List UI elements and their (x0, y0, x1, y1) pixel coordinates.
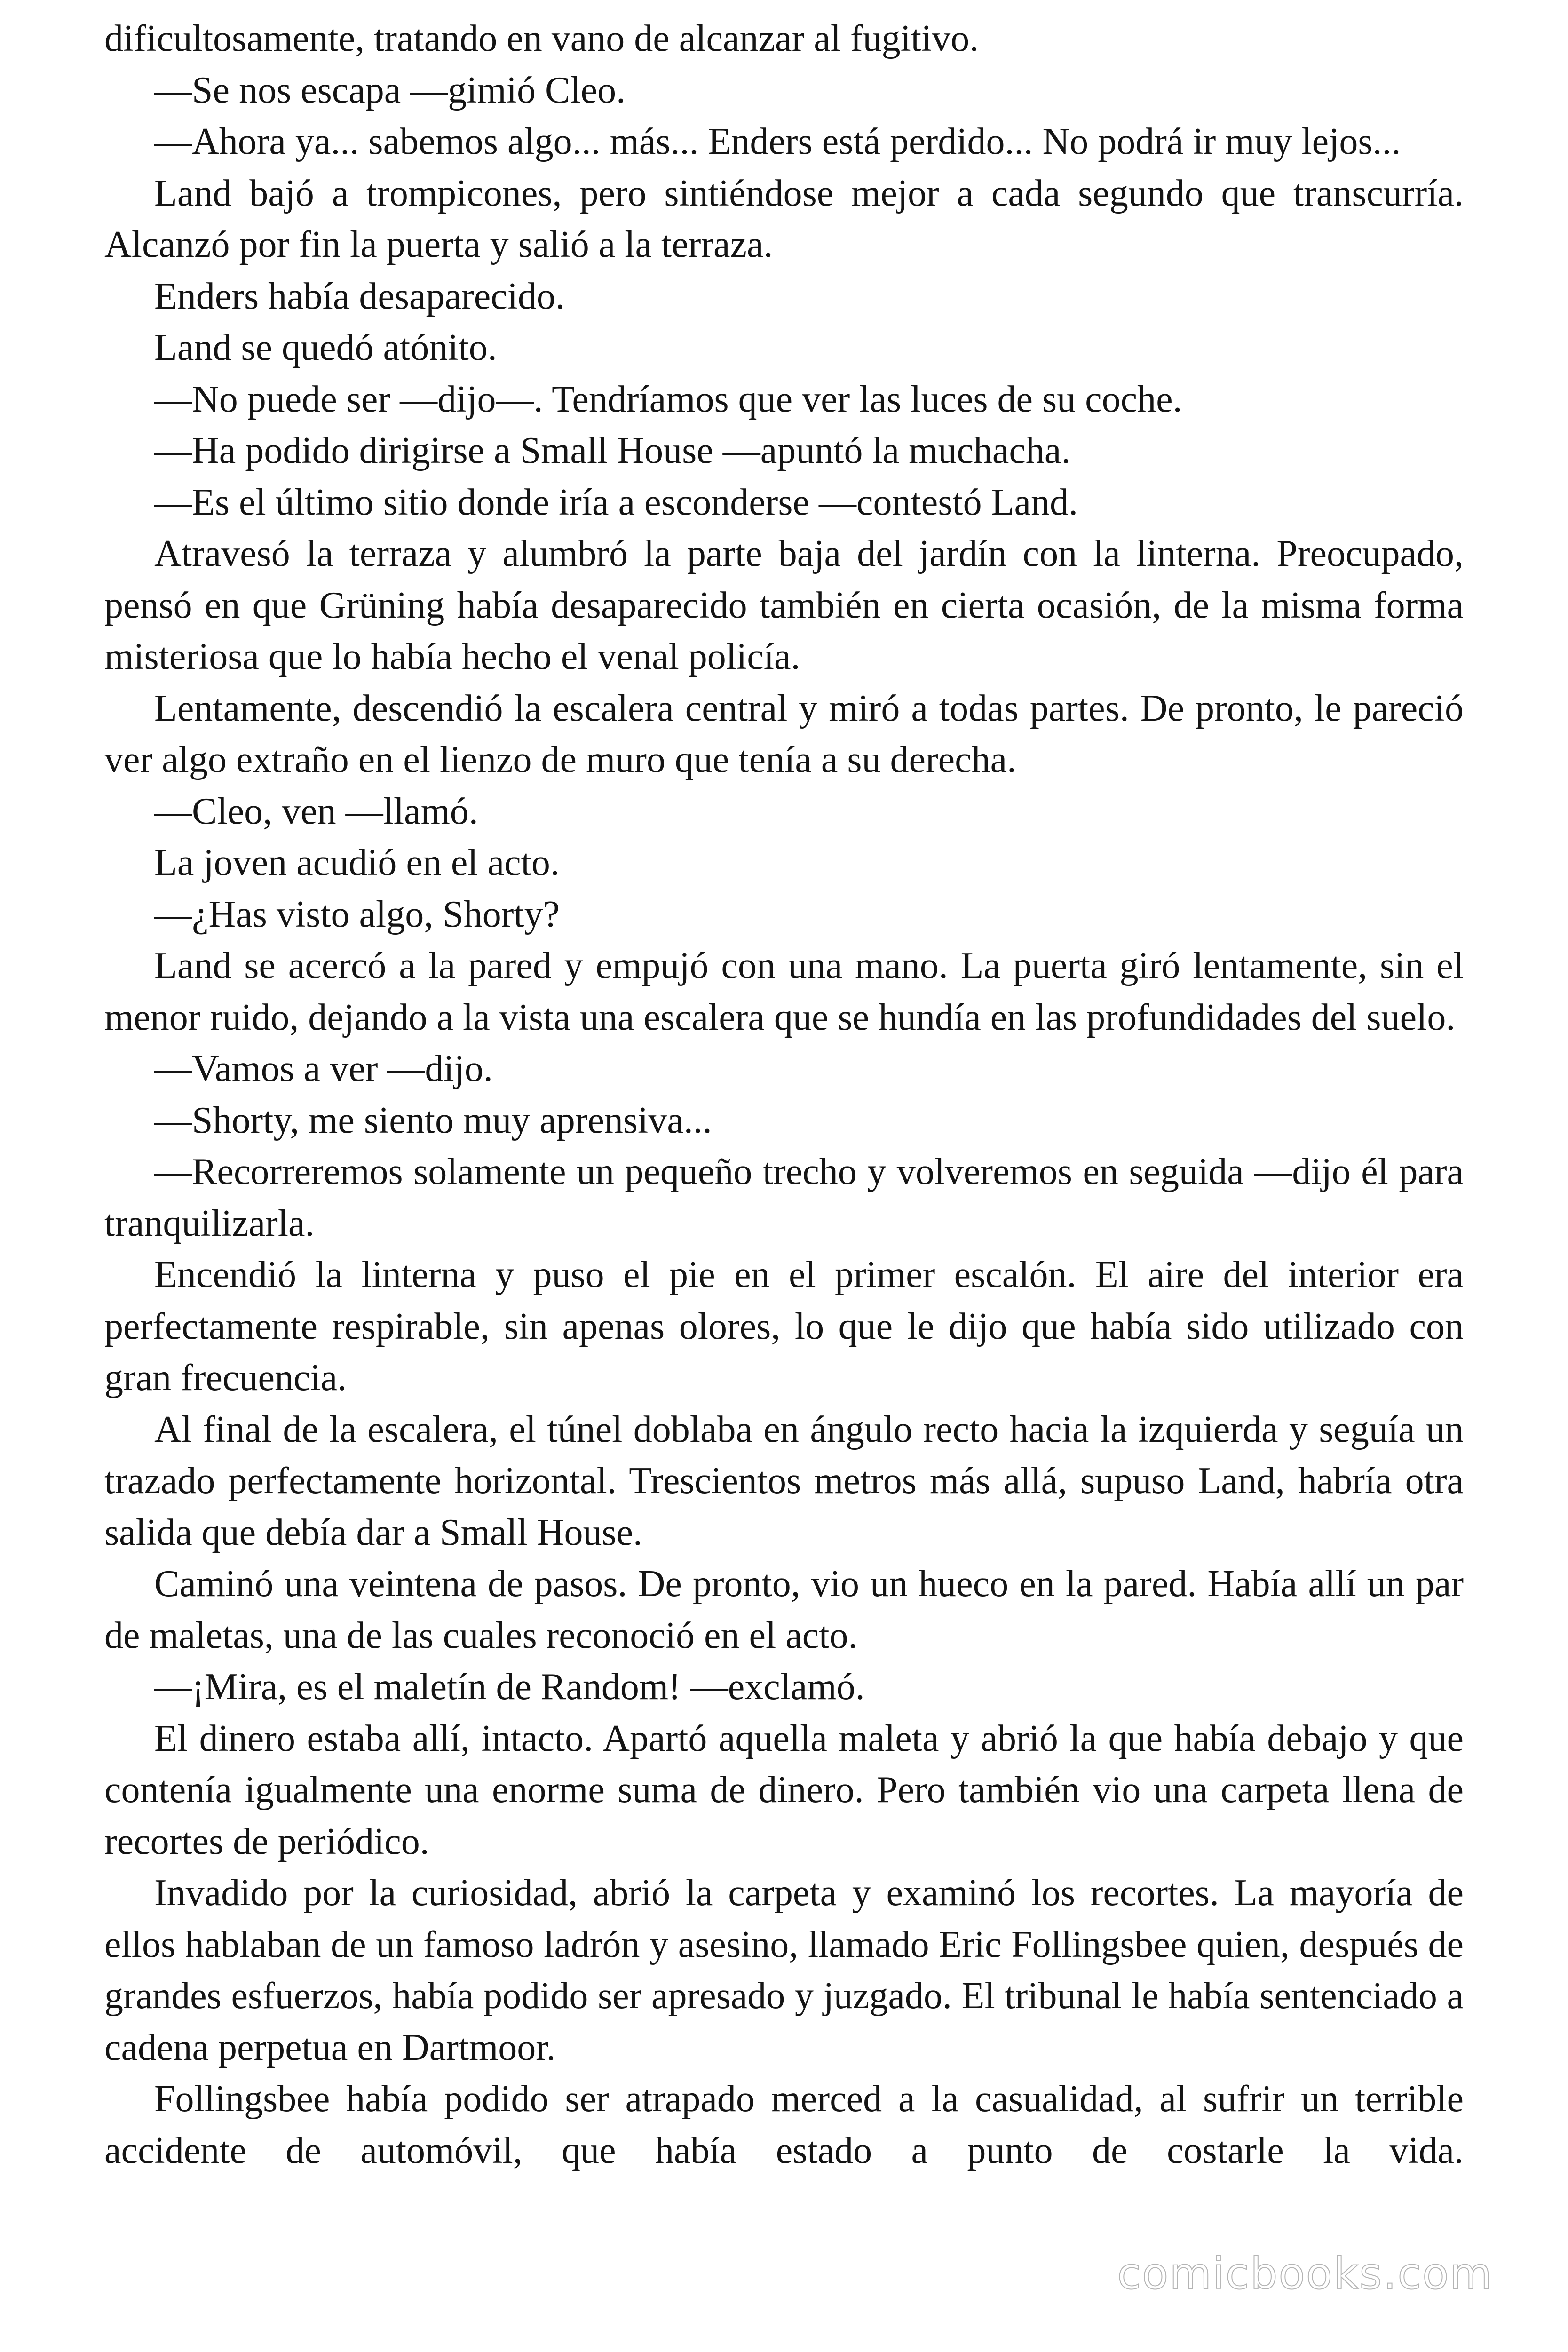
paragraph: —Es el último sitio donde iría a esconderse —contestó Land. (154, 481, 1078, 523)
paragraph: Enders había desaparecido. (154, 275, 565, 317)
paragraph: —¡Mira, es el maletín de Random! —exclamó. (154, 1666, 865, 1708)
watermark-text: comicbooks.com (1117, 2249, 1493, 2299)
paragraph-last: Follingsbee había podido ser atrapado merced a la casualidad, al sufrir un terrible accidente de automóvil, que había estado a punto de costarle la vida. (104, 2078, 1464, 2171)
paragraph: —Ha podido dirigirse a Small House —apuntó la muchacha. (154, 430, 1071, 471)
paragraph: La joven acudió en el acto. (154, 842, 560, 883)
paragraph: —Ahora ya... sabemos algo... más... Enders está perdido... No podrá ir muy lejos... (154, 121, 1401, 162)
paragraph: —Recorreremos solamente un pequeño trecho y volveremos en seguida —dijo él para tranquilizarla. (104, 1151, 1464, 1244)
paragraph: Land se acercó a la pared y empujó con una mano. La puerta giró lentamente, sin el menor ruido, dejando a la vista una escalera que se hundía en las profundidades del suelo. (104, 945, 1464, 1038)
paragraph: Caminó una veintena de pasos. De pronto, vio un hueco en la pared. Había allí un par de maletas, una de las cuales reconoció en el acto. (104, 1563, 1464, 1656)
paragraph: Al final de la escalera, el túnel doblaba en ángulo recto hacia la izquierda y seguía un trazado perfectamente horizontal. Trescientos metros más allá, supuso Land, habría otra salida que debía dar a Small House. (104, 1408, 1464, 1553)
paragraph: —Se nos escapa —gimió Cleo. (154, 69, 626, 111)
paragraph: El dinero estaba allí, intacto. Apartó aquella maleta y abrió la que había debajo y que contenía igualmente una enorme suma de dinero. Pero también vio una carpeta llena de recortes de periódico. (104, 1717, 1464, 1862)
paragraph: —Shorty, me siento muy aprensiva... (154, 1099, 712, 1141)
paragraph: —Vamos a ver —dijo. (154, 1048, 493, 1089)
paragraph: —Cleo, ven —llamó. (154, 790, 478, 832)
paragraph: Atravesó la terraza y alumbró la parte baja del jardín con la linterna. Preocupado, pensó en que Grüning había desaparecido también en cierta ocasión, de la misma forma misteriosa que lo había hecho el venal policía. (104, 533, 1464, 677)
paragraph: Lentamente, descendió la escalera central y miró a todas partes. De pronto, le pareció ver algo extraño en el lienzo de muro que tenía a su derecha. (104, 687, 1464, 780)
paragraph-continued: dificultosamente, tratando en vano de alcanzar al fugitivo. (104, 18, 979, 59)
paragraph: Land bajó a trompicones, pero sintiéndose mejor a cada segundo que transcurría. Alcanzó por fin la puerta y salió a la terraza. (104, 172, 1464, 265)
paragraph: —No puede ser —dijo—. Tendríamos que ver las luces de su coche. (154, 378, 1182, 420)
paragraph: —¿Has visto algo, Shorty? (154, 893, 560, 935)
paragraph: Encendió la linterna y puso el pie en el primer escalón. El aire del interior era perfectamente respirable, sin apenas olores, lo que le dijo que había sido utilizado con gran frecuencia. (104, 1254, 1464, 1398)
paragraph: Land se quedó atónito. (154, 327, 497, 368)
paragraph: Invadido por la curiosidad, abrió la carpeta y examinó los recortes. La mayoría de ellos hablaban de un famoso ladrón y asesino, llamado Eric Follingsbee quien, después de grandes esfuerzos, había podido ser apresado y juzgado. El tribunal le había sentenciado a cadena perpetua en Dartmoor. (104, 1872, 1464, 2068)
book-page-text (104, 13, 1464, 2177)
